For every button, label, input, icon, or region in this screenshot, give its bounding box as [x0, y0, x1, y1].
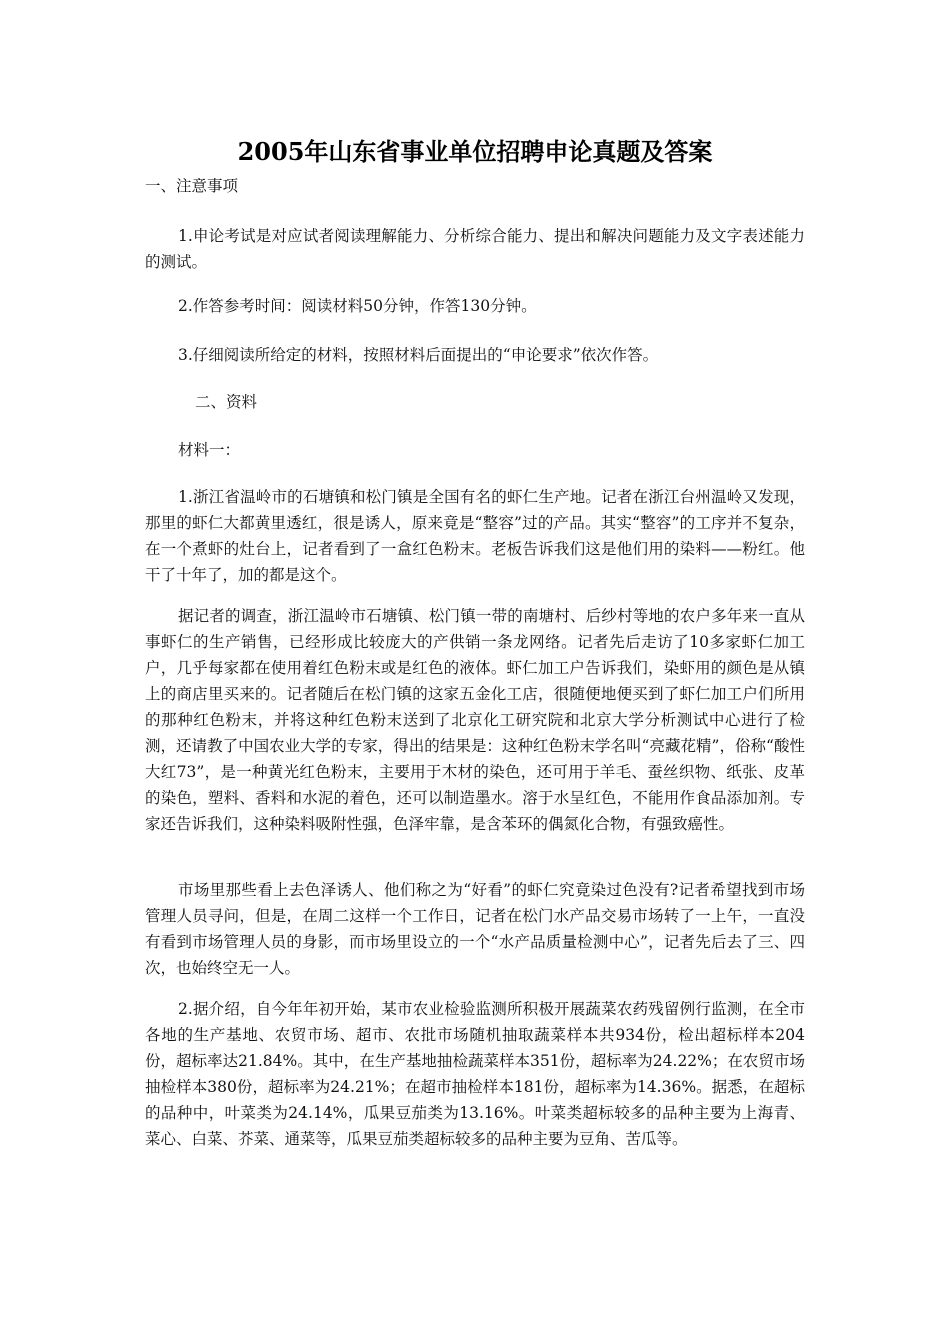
note-paragraph-1: 1.申论考试是对应试者阅读理解能力、分析综合能力、提出和解决问题能力及文字表述能力的测试。 [145, 227, 805, 271]
note-paragraph-3: 3.仔细阅读所给定的材料，按照材料后面提出的“申论要求”依次作答。 [178, 346, 659, 364]
section-heading-notes: 一、注意事项 [145, 177, 239, 195]
document-title: 2005年山东省事业单位招聘申论真题及答案 [237, 137, 713, 166]
material-paragraph-3: 市场里那些看上去色泽诱人、他们称之为“好看”的虾仁究竟染过色没有?记者希望找到市场管理人员寻问，但是，在周二这样一个工作日，记者在松门水产品交易市场转了一上午，一直没有看到市场管理人员的身影，而市场里设立的一个“水产品质量检测中心”，记者先后去了三、四次，也始终空无一人。 [145, 881, 805, 977]
material-paragraph-1: 1.浙江省温岭市的石塘镇和松门镇是全国有名的虾仁生产地。记者在浙江台州温岭又发现，那里的虾仁大都黄里透红，很是诱人，原来竟是“整容”过的产品。其实“整容”的工序并不复杂，在一个煮虾的灶台上，记者看到了一盒红色粉末。老板告诉我们这是他们用的染料——粉红。他干了十年了，加的都是这个。 [145, 488, 805, 584]
material-paragraph-2: 据记者的调查，浙江温岭市石塘镇、松门镇一带的南塘村、后纱村等地的农户多年来一直从事虾仁的生产销售，已经形成比较庞大的产供销一条龙网络。记者先后走访了10多家虾仁加工户，几乎每家都在使用着红色粉末或是红色的液体。虾仁加工户告诉我们，染虾用的颜色是从镇上的商店里买来的。记者随后在松门镇的这家五金化工店，很随便地便买到了虾仁加工户们所用的那种红色粉末，并将这种红色粉末送到了北京化工研究院和北京大学分析测试中心进行了检测，还请教了中国农业大学的专家，得出的结果是：这种红色粉末学名叫“亮藏花精”，俗称“酸性大红73”，是一种黄光红色粉末，主要用于木材的染色，还可用于羊毛、蚕丝织物、纸张、皮革的染色，塑料、香料和水泥的着色，还可以制造墨水。溶于水呈红色，不能用作食品添加剂。专家还告诉我们，这种染料吸附性强，色泽牢靠，是含苯环的偶氮化合物，有强致癌性。 [145, 607, 805, 833]
material-paragraph-4: 2.据介绍，自今年年初开始，某市农业检验监测所积极开展蔬菜农药残留例行监测，在全市各地的生产基地、农贸市场、超市、农批市场随机抽取蔬菜样本共934份，检出超标样本204份，超标率达21.84%。其中，在生产基地抽检蔬菜样本351份，超标率为24.22%；在农贸市场抽检样本380份，超标率为24.21%；在超市抽检样本181份，超标率为14.36%。据悉，在超标的品种中，叶菜类为24.14%，瓜果豆茄类为13.16%。叶菜类超标较多的品种主要为上海青、菜心、白菜、芥菜、通菜等，瓜果豆茄类超标较多的品种主要为豆角、苦瓜等。 [145, 1000, 805, 1148]
note-paragraph-2: 2.作答参考时间：阅读材料50分钟，作答130分钟。 [178, 297, 537, 315]
section-heading-materials: 二、资料 [195, 393, 258, 411]
material-label: 材料一： [178, 441, 241, 459]
